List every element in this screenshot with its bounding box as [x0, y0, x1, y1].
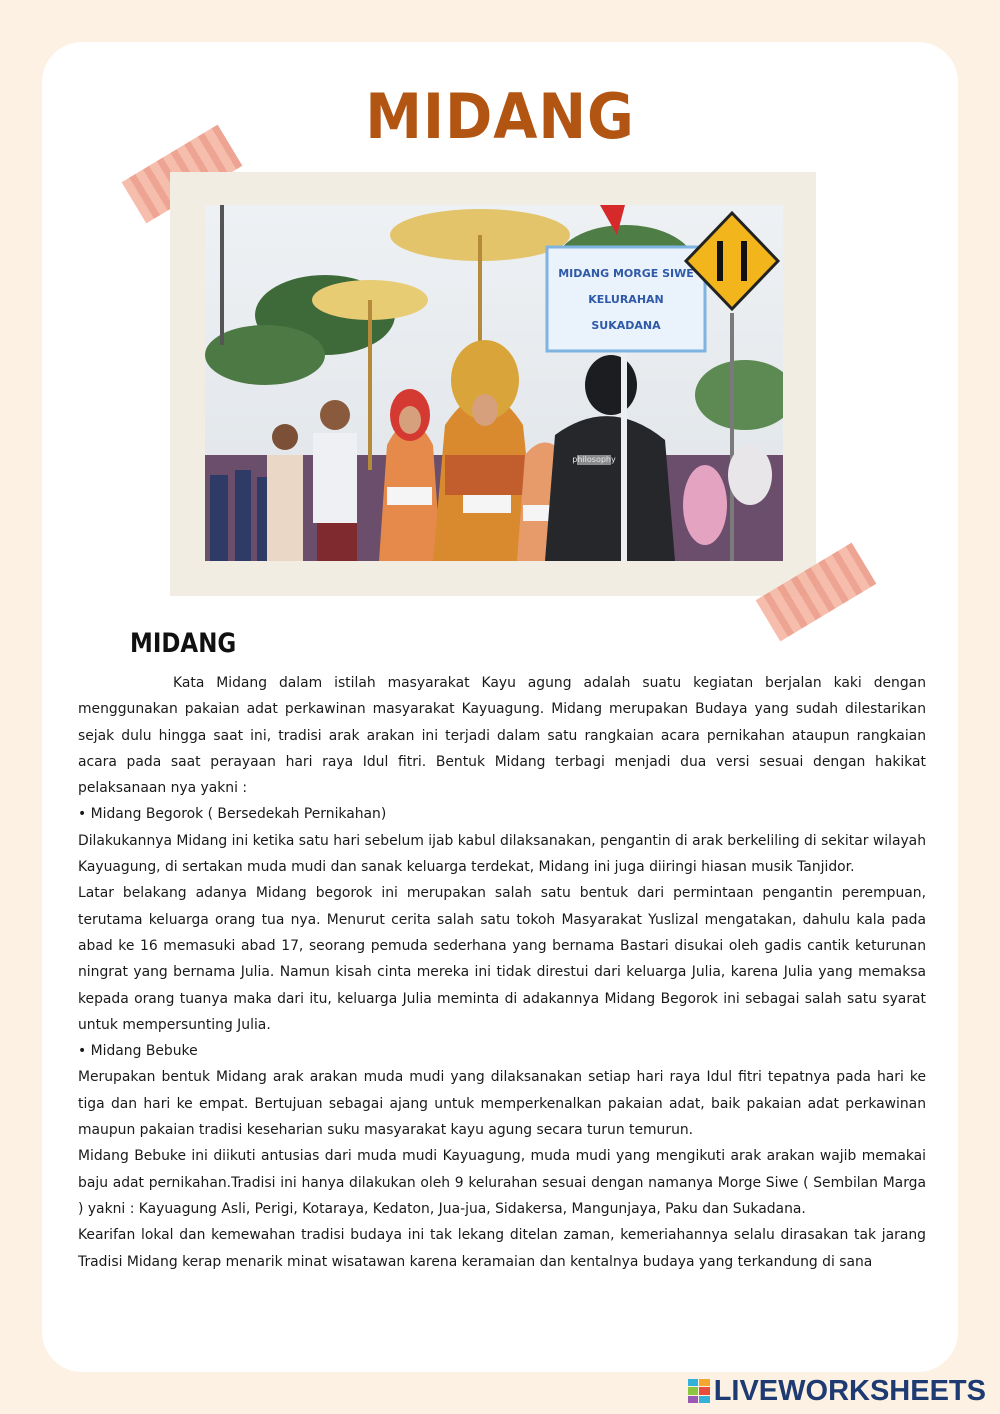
liveworksheets-icon	[688, 1379, 710, 1403]
bullet-midang-bebuke: • Midang Bebuke	[78, 1043, 198, 1060]
shirt-text: philosophy	[572, 455, 616, 464]
liveworksheets-logo[interactable]	[688, 1374, 986, 1408]
article-heading: MIDANG	[130, 628, 237, 659]
paragraph-intro: Kata Midang dalam istilah masyarakat Kayu agung adalah suatu kegiatan berjalan kaki dengan menggunakan pakaian adat perkawinan masyarakat Kayuagung. Midang merupakan Budaya yang sudah dilestarikan sejak dulu hingga saat ini, tradisi arak arakan ini terjadi dalam satu rangkaian acara pernikahan ataupun rangkaian acara pada saat perayaan hari raya Idul fitri. Bentuk Midang terbagi menjadi dua versi sesuai dengan hakikat pelaksanaan nya yakni :	[78, 675, 926, 797]
paragraph-conclusion: Kearifan lokal dan kemewahan tradisi budaya ini tak lekang ditelan zaman, kemeriahannya selalu dirasakan tak jarang Tradisi Midang kerap menarik minat wisatawan karena keramaian dan kentalnya budaya yang terkandung di sana	[78, 1227, 926, 1270]
sign-line-3: SUKADANA	[591, 319, 661, 332]
sign-line-2: KELURAHAN	[588, 293, 664, 306]
paragraph-bebuke-desc: Merupakan bentuk Midang arak arakan muda mudi yang dilaksanakan setiap hari raya Idul fitri tepatnya pada hari ke tiga dan hari ke empat. Bertujuan sebagai ajang untuk memperkenalkan pakaian adat, baik pakaian adat perkawinan maupun pakaian tradisi keseharian suku masyarakat kayu agung secara turun temurun.	[78, 1069, 926, 1139]
paragraph-begorok-desc: Dilakukannya Midang ini ketika satu hari sebelum ijab kabul dilaksanakan, pengantin di arak berkeliling di sekitar wilayah Kayuagung, di sertakan muda mudi dan sanak keluarga terdekat, Midang ini juga diiringi hiasan musik Tanjidor.	[78, 832, 926, 876]
bullet-midang-begorok: • Midang Begorok ( Bersedekah Pernikahan)	[78, 806, 387, 823]
article-body	[78, 670, 926, 1275]
paragraph-begorok-history: Latar belakang adanya Midang begorok ini merupakan salah satu bentuk dari permintaan pengantin perempuan, terutama keluarga orang tua nya. Menurut cerita salah satu tokoh Masyarakat Yuslizal mengatakan, dahulu kala pada abad ke 16 memasuki abad 17, seorang pemuda sederhana yang bernama Bastari disukai oleh gadis cantik keturunan ningrat yang bernama Julia. Namun kisah cinta mereka ini tidak direstui dari keluarga Julia, karena Julia yang memaksa kepada orang tuanya maka dari itu, keluarga Julia meminta di adakannya Midang Begorok ini sebagai salah satu syarat untuk mempersunting Julia.	[78, 885, 926, 1033]
parade-sign	[547, 247, 705, 351]
sign-line-1: MIDANG MORGE SIWE	[558, 267, 694, 280]
page-title: MIDANG	[365, 80, 635, 153]
paragraph-bebuke-villages: Midang Bebuke ini diikuti antusias dari muda mudi Kayuagung, muda mudi yang mengikuti arak arakan wajib memakai baju adat pernikahan.Tradisi ini hanya dilakukan oleh 9 kelurahan sesuai dengan namanya Morge Siwe ( Sembilan Marga ) yakni : Kayuagung Asli, Perigi, Kotaraya, Kedaton, Jua-jua, Sidakersa, Mangunjaya, Paku dan Sukadana.	[78, 1148, 926, 1217]
brand-name: LIVEWORKSHEETS	[713, 1374, 986, 1407]
midang-parade-photo	[205, 205, 783, 561]
